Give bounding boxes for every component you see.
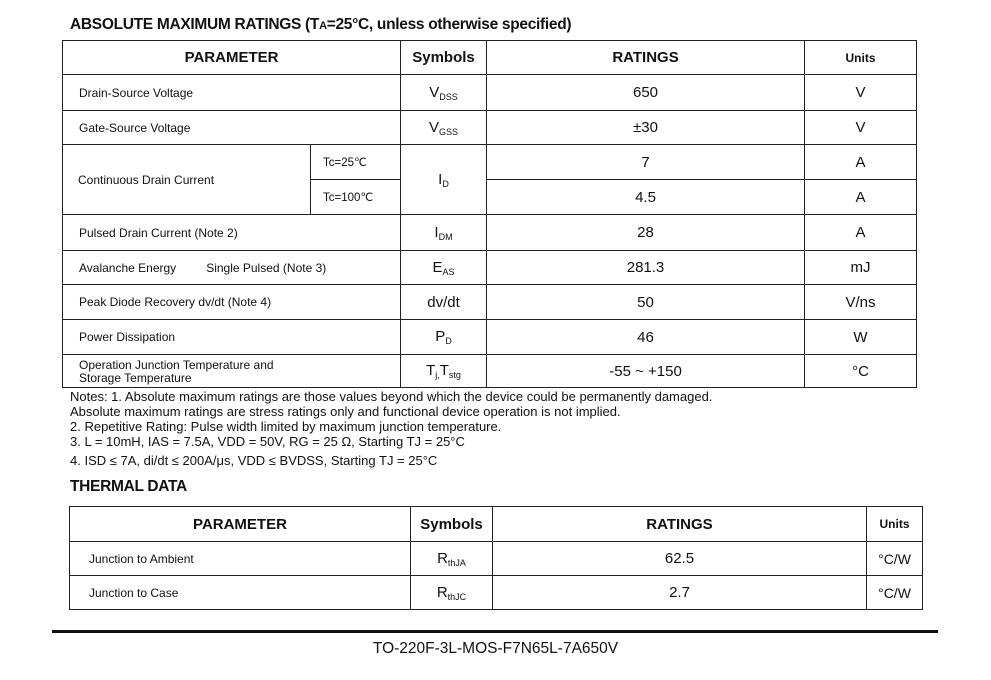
header-ratings: RATINGS: [487, 41, 805, 75]
unit-cell: A: [805, 145, 917, 180]
table-row: [63, 215, 917, 251]
param-cell: Peak Diode Recovery dv/dt (Note 4): [63, 285, 401, 320]
table-row: [63, 320, 917, 355]
table-row: [63, 75, 917, 111]
rating-cell: -55 ~ +150: [487, 355, 805, 388]
symbol-cell: dv/dt: [401, 285, 487, 320]
symbol-cell: $P_D$: [401, 320, 487, 355]
param-cell: Avalanche Energy Single Pulsed (Note 3): [63, 251, 401, 285]
symbol-cell: $R_{thJA}$: [411, 542, 493, 576]
thermal-data-table: [69, 506, 923, 610]
unit-cell: mJ: [805, 251, 917, 285]
unit-cell: A: [805, 180, 917, 215]
param-cell: Drain-Source Voltage: [63, 75, 401, 111]
condition-cell: Tc=25℃: [311, 145, 401, 180]
unit-cell: °C/W: [867, 542, 923, 576]
unit-cell: V: [805, 75, 917, 111]
symbol-cell: $T_{j,}T_{stg}$: [401, 355, 487, 388]
header-parameter: PARAMETER: [63, 41, 401, 75]
rating-cell: 4.5: [487, 180, 805, 215]
unit-cell: °C/W: [867, 576, 923, 610]
rating-cell: 62.5: [493, 542, 867, 576]
note-line: 4. ISD ≤ 7A, di/dt ≤ 200A/μs, VDD ≤ BVDSS, Starting TJ = 25°C: [70, 453, 438, 468]
header-symbols: Symbols: [401, 41, 487, 75]
rating-cell: 50: [487, 285, 805, 320]
param-cell: Junction to Ambient: [70, 542, 411, 576]
table-row: [70, 576, 923, 610]
symbol-cell: $E_{AS}$: [401, 251, 487, 285]
rating-cell: 28: [487, 215, 805, 251]
table-row: [70, 542, 923, 576]
footer-part-number: TO-220F-3L-MOS-F7N65L-7A650V: [372, 640, 619, 657]
symbol-cell: $I_D$: [401, 145, 487, 215]
rating-cell: 46: [487, 320, 805, 355]
section-title: ABSOLUTE MAXIMUM RATINGS (TA=25°C, unless otherwise specified): [70, 16, 572, 33]
param-cell: Gate-Source Voltage: [63, 111, 401, 145]
rating-cell: 2.7: [493, 576, 867, 610]
footer-divider: [52, 630, 938, 633]
rating-cell: 650: [487, 75, 805, 111]
table-row: [63, 285, 917, 320]
header-units: Units: [805, 41, 917, 75]
note-line: 3. L = 10mH, IAS = 7.5A, VDD = 50V, RG = 25 Ω, Starting TJ = 25°C: [70, 434, 465, 449]
absolute-max-ratings-table: [62, 40, 917, 388]
symbol-cell: $V_{DSS}$: [401, 75, 487, 111]
unit-cell: °C: [805, 355, 917, 388]
rating-cell: ±30: [487, 111, 805, 145]
param-cell: Power Dissipation: [63, 320, 401, 355]
table-row: [63, 355, 917, 388]
param-cell: Pulsed Drain Current (Note 2): [63, 215, 401, 251]
condition-cell: Tc=100℃: [311, 180, 401, 215]
header-ratings: RATINGS: [493, 507, 867, 542]
header-symbols: Symbols: [411, 507, 493, 542]
table-row: [63, 111, 917, 145]
param-cell: Junction to Case: [70, 576, 411, 610]
header-parameter: PARAMETER: [70, 507, 411, 542]
symbol-cell: $I_{DM}$: [401, 215, 487, 251]
header-units: Units: [867, 507, 923, 542]
param-cell: Continuous Drain Current: [63, 145, 311, 215]
thermal-title: THERMAL DATA: [70, 478, 187, 495]
unit-cell: V: [805, 111, 917, 145]
symbol-cell: $R_{thJC}$: [411, 576, 493, 610]
symbol-cell: $V_{GSS}$: [401, 111, 487, 145]
rating-cell: 7: [487, 145, 805, 180]
notes: [70, 389, 712, 468]
note-line: Notes: 1. Absolute maximum ratings are those values beyond which the device could be permanently damaged.: [70, 389, 713, 404]
unit-cell: A: [805, 215, 917, 251]
param-cell: Operation Junction Temperature and Storage Temperature: [63, 355, 401, 388]
table-row: [63, 251, 917, 285]
note-line: Absolute maximum ratings are stress ratings only and functional device operation is not implied.: [70, 404, 621, 419]
unit-cell: W: [805, 320, 917, 355]
rating-cell: 281.3: [487, 251, 805, 285]
unit-cell: V/ns: [805, 285, 917, 320]
note-line: 2. Repetitive Rating: Pulse width limited by maximum junction temperature.: [70, 419, 502, 434]
table-row: [63, 145, 917, 180]
